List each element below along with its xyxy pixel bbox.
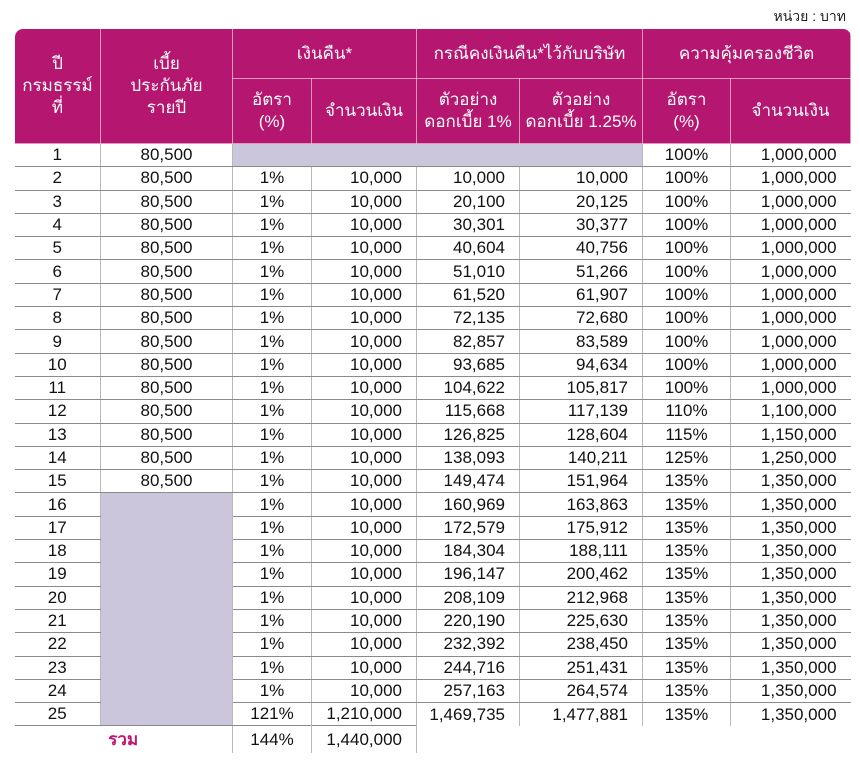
cell-deposit-125pct: 163,863: [520, 493, 643, 516]
cell-year: 12: [15, 400, 101, 423]
cell-deposit-1pct: 126,825: [417, 423, 520, 446]
cell-cashback-amount: 10,000: [312, 376, 417, 399]
cell-cashback-amount: 10,000: [312, 237, 417, 260]
cell-cashback-rate: 1%: [233, 493, 312, 516]
cell-deposit-1pct: 257,163: [417, 679, 520, 702]
cell-premium: 80,500: [101, 423, 233, 446]
cell-coverage-rate: 110%: [643, 400, 731, 423]
table-row: [15, 167, 851, 190]
cell-cashback-rate: 1%: [233, 353, 312, 376]
cell-coverage-rate: 100%: [643, 307, 731, 330]
cell-deposit-125pct: 188,111: [520, 540, 643, 563]
cell-cashback-amount: 10,000: [312, 470, 417, 493]
cell-year: 10: [15, 353, 101, 376]
cell-coverage-rate: 100%: [643, 237, 731, 260]
cell-deposit-125pct: 72,680: [520, 307, 643, 330]
cell-cashback-amount: 10,000: [312, 633, 417, 656]
cell-premium: 80,500: [101, 470, 233, 493]
table-row: [15, 376, 851, 399]
cell-coverage-amount: 1,350,000: [731, 493, 851, 516]
cell-cashback-amount: 10,000: [312, 260, 417, 283]
cell-coverage-amount: 1,350,000: [731, 609, 851, 632]
cell-cashback-amount: 10,000: [312, 493, 417, 516]
cell-deposit-1pct: 172,579: [417, 516, 520, 539]
cell-deposit-125pct: 30,377: [520, 213, 643, 236]
cell-coverage-amount: 1,000,000: [731, 260, 851, 283]
cell-deposit-125pct: 128,604: [520, 423, 643, 446]
cell-coverage-amount: 1,350,000: [731, 540, 851, 563]
table-row: [15, 446, 851, 469]
table-row: [15, 470, 851, 493]
cell-coverage-amount: 1,350,000: [760, 704, 837, 724]
cell-coverage-rate: 135%: [643, 540, 731, 563]
cell-coverage-amount: 1,000,000: [731, 190, 851, 213]
header-deposit-1pct: ตัวอย่าง ดอกเบี้ย 1%: [417, 79, 520, 144]
cell-cashback-amount: 10,000: [312, 190, 417, 213]
cell-cashback-amount: 10,000: [312, 656, 417, 679]
cell-coverage-amount: 1,350,000: [731, 470, 851, 493]
cell-year: 22: [15, 633, 101, 656]
cell-coverage-amount: 1,350,000: [731, 656, 851, 679]
total-row: [15, 726, 851, 754]
cell-year: 21: [15, 609, 101, 632]
cell-year: 16: [15, 493, 101, 516]
cell-coverage-rate: 100%: [643, 330, 731, 353]
cell-deposit-125pct: 1,477,881: [520, 703, 643, 726]
cell-deposit-1pct: 138,093: [417, 446, 520, 469]
cell-deposit-1pct: 196,147: [417, 563, 520, 586]
cell-coverage-rate: 100%: [643, 213, 731, 236]
cell-coverage-amount: 1,350,000: [731, 516, 851, 539]
cell-cashback-rate: 1%: [233, 609, 312, 632]
cell-deposit-125pct: 117,139: [520, 400, 643, 423]
cell-deposit-1pct: 220,190: [417, 609, 520, 632]
cell-year: 1: [15, 144, 101, 167]
cell-shaded-block: [233, 144, 643, 167]
cell-deposit-125pct: 175,912: [520, 516, 643, 539]
cell-cashback-rate: 1%: [233, 633, 312, 656]
cell-cashback-rate: 1%: [233, 516, 312, 539]
header-deposit-125pct: ตัวอย่าง ดอกเบี้ย 1.25%: [520, 79, 643, 144]
cell-deposit-1pct: 232,392: [417, 633, 520, 656]
cell-year: 4: [15, 213, 101, 236]
cell-year: 8: [15, 307, 101, 330]
cell-premium: 80,500: [101, 400, 233, 423]
cell-cashback-rate: 1%: [233, 260, 312, 283]
header-coverage: ความคุ้มครองชีวิต: [643, 29, 851, 79]
cell-premium: 80,500: [101, 353, 233, 376]
cell-coverage-amount: 1,000,000: [731, 237, 851, 260]
table-body: [15, 144, 851, 726]
table-row: [15, 353, 851, 376]
cell-coverage-amount: 1,000,000: [731, 144, 851, 167]
cell-year: 2: [15, 167, 101, 190]
cell-deposit-1pct: 30,301: [417, 213, 520, 236]
cell-cashback-rate: 1%: [233, 679, 312, 702]
cell-year: 23: [15, 656, 101, 679]
cell-deposit-1pct: 184,304: [417, 540, 520, 563]
table-row: [15, 423, 851, 446]
cell-cashback-amount: 10,000: [312, 330, 417, 353]
cell-deposit-125pct: 83,589: [520, 330, 643, 353]
total-cashback-amount: 1,440,000: [312, 726, 417, 754]
cell-coverage-amount: 1,000,000: [731, 213, 851, 236]
cell-year: 6: [15, 260, 101, 283]
cell-coverage-rate: 100%: [643, 144, 731, 167]
cell-cashback-rate: 1%: [233, 470, 312, 493]
cell-year: 20: [15, 586, 101, 609]
header-cashback-amount: จำนวนเงิน: [312, 79, 417, 144]
cell-premium: 80,500: [101, 144, 233, 167]
cell-cashback-rate: 1%: [233, 376, 312, 399]
cell-deposit-125pct: 20,125: [520, 190, 643, 213]
cell-cashback-rate: 1%: [233, 237, 312, 260]
cell-coverage-rate: 100%: [643, 283, 731, 306]
cell-year: 15: [15, 470, 101, 493]
cell-coverage-rate: 135%: [643, 493, 731, 516]
cell-deposit-1pct: 10,000: [417, 167, 520, 190]
cell-deposit-1pct: 244,716: [417, 656, 520, 679]
cell-deposit-1pct: 72,135: [417, 307, 520, 330]
cell-year: 7: [15, 283, 101, 306]
cell-cashback-rate: 1%: [233, 213, 312, 236]
total-blank: [417, 726, 851, 754]
cell-coverage-rate: 135%: [643, 679, 731, 702]
cell-cashback-rate: 1%: [233, 330, 312, 353]
cell-year: 18: [15, 540, 101, 563]
cell-deposit-125pct: 200,462: [520, 563, 643, 586]
cell-year: 14: [15, 446, 101, 469]
cell-cashback-amount: 10,000: [312, 353, 417, 376]
cell-coverage-amount: 1,100,000: [731, 400, 851, 423]
cell-premium-shaded: [101, 493, 233, 726]
cell-coverage-amount: 1,000,000: [731, 330, 851, 353]
cell-deposit-125pct: 251,431: [520, 656, 643, 679]
cell-coverage-amount: 1,250,000: [731, 446, 851, 469]
cell-coverage-rate: 135%: [643, 563, 731, 586]
cell-coverage-rate: 100%: [643, 167, 731, 190]
cell-cashback-amount: 10,000: [312, 540, 417, 563]
table-row: [15, 237, 851, 260]
cell-coverage-rate: 115%: [643, 423, 731, 446]
benefit-table: [14, 28, 851, 753]
cell-deposit-125pct: 61,907: [520, 283, 643, 306]
cell-year: 5: [15, 237, 101, 260]
cell-deposit-1pct: 20,100: [417, 190, 520, 213]
cell-cashback-rate: 1%: [233, 540, 312, 563]
cell-cashback-amount: 10,000: [312, 283, 417, 306]
cell-cashback-rate: 1%: [233, 190, 312, 213]
table-row: [15, 493, 851, 516]
cell-deposit-1pct: 149,474: [417, 470, 520, 493]
cell-cashback-amount: 10,000: [312, 446, 417, 469]
cell-deposit-1pct: 115,668: [417, 400, 520, 423]
cell-cashback-amount: 10,000: [312, 609, 417, 632]
cell-premium: 80,500: [101, 260, 233, 283]
table-row: [15, 190, 851, 213]
cell-cashback-amount: 10,000: [312, 586, 417, 609]
cell-cashback-amount: 10,000: [312, 167, 417, 190]
cell-deposit-1pct: 104,622: [417, 376, 520, 399]
cell-deposit-1pct: 82,857: [417, 330, 520, 353]
cell-cashback-amount: 10,000: [312, 563, 417, 586]
cell-coverage-rate: 135%: [643, 656, 731, 679]
cell-coverage-amount: 1,350,000: [731, 679, 851, 702]
header-deposit: กรณีคงเงินคืน*ไว้กับบริษัท: [417, 29, 643, 79]
cell-deposit-125pct: 140,211: [520, 446, 643, 469]
total-label: รวม: [15, 726, 233, 754]
cell-premium: 80,500: [101, 213, 233, 236]
cell-cashback-rate: 1%: [233, 446, 312, 469]
cell-coverage-rate: 100%: [643, 260, 731, 283]
header-annual-premium: เบี้ย ประกันภัย รายปี: [101, 29, 233, 144]
cell-coverage-amount: 1,000,000: [731, 283, 851, 306]
cell-year: 9: [15, 330, 101, 353]
cell-coverage-amount: 1,350,000: [731, 586, 851, 609]
cell-premium: 80,500: [101, 330, 233, 353]
cell-cashback-amount: 10,000: [312, 213, 417, 236]
table-row: [15, 400, 851, 423]
cell-deposit-125pct: 10,000: [520, 167, 643, 190]
unit-label: หน่วย : บาท: [773, 8, 846, 24]
cell-cashback-amount: 10,000: [312, 516, 417, 539]
cell-deposit-1pct: 208,109: [417, 586, 520, 609]
cell-coverage-rate: 135%: [643, 609, 731, 632]
cell-deposit-125pct: 94,634: [520, 353, 643, 376]
cell-coverage-rate: 100%: [643, 376, 731, 399]
cell-deposit-1pct: 51,010: [417, 260, 520, 283]
cell-cashback-amount: 10,000: [312, 400, 417, 423]
cell-deposit-1pct: 61,520: [417, 283, 520, 306]
cell-coverage-amount: 1,000,000: [731, 376, 851, 399]
cell-coverage-rate: 135%: [643, 633, 731, 656]
cell-deposit-1pct: 93,685: [417, 353, 520, 376]
cell-cashback-amount: 10,000: [312, 307, 417, 330]
total-cashback-rate: 144%: [233, 726, 312, 754]
table-row: [15, 213, 851, 236]
header-cashback-rate: อัตรา (%): [233, 79, 312, 144]
cell-cashback-rate: 1%: [233, 400, 312, 423]
cell-cashback-rate: 121%: [233, 703, 312, 726]
cell-deposit-125pct: 264,574: [520, 679, 643, 702]
header-coverage-amount: จำนวนเงิน: [731, 79, 851, 144]
cell-coverage-rate: 135%: [643, 703, 731, 726]
cell-coverage-rate: 100%: [643, 353, 731, 376]
table-row: [15, 307, 851, 330]
cell-deposit-1pct: 40,604: [417, 237, 520, 260]
cell-coverage-rate: 135%: [643, 516, 731, 539]
cell-year: 13: [15, 423, 101, 446]
cell-coverage-amount: 1,150,000: [731, 423, 851, 446]
cell-cashback-rate: 1%: [233, 563, 312, 586]
cell-cashback-rate: 1%: [233, 307, 312, 330]
cell-coverage-amount: 1,000,000: [731, 353, 851, 376]
cell-coverage-amount: 1,000,000: [731, 167, 851, 190]
table-row: [15, 330, 851, 353]
table-row: [15, 260, 851, 283]
cell-deposit-1pct: 160,969: [417, 493, 520, 516]
cell-premium: 80,500: [101, 167, 233, 190]
cell-coverage-rate: 100%: [643, 190, 731, 213]
cell-cashback-rate: 1%: [233, 423, 312, 446]
cell-deposit-125pct: 238,450: [520, 633, 643, 656]
cell-cashback-amount: 10,000: [312, 679, 417, 702]
cell-year: 24: [15, 679, 101, 702]
cell-deposit-125pct: 225,630: [520, 609, 643, 632]
cell-year: 11: [15, 376, 101, 399]
cell-coverage-rate: 135%: [643, 470, 731, 493]
cell-premium: 80,500: [101, 307, 233, 330]
cell-deposit-125pct: 105,817: [520, 376, 643, 399]
cell-cashback-rate: 1%: [233, 283, 312, 306]
header-coverage-rate: อัตรา (%): [643, 79, 731, 144]
cell-cashback-amount: 1,210,000: [312, 703, 417, 726]
cell-premium: 80,500: [101, 190, 233, 213]
cell-premium: 80,500: [101, 446, 233, 469]
cell-cashback-rate: 1%: [233, 586, 312, 609]
cell-premium: 80,500: [101, 237, 233, 260]
cell-coverage-rate: 125%: [643, 446, 731, 469]
header-cashback: เงินคืน*: [233, 29, 417, 79]
cell-deposit-125pct: 40,756: [520, 237, 643, 260]
cell-cashback-amount: 10,000: [312, 423, 417, 446]
cell-deposit-125pct: 151,964: [520, 470, 643, 493]
cell-cashback-rate: 1%: [233, 167, 312, 190]
cell-year: 3: [15, 190, 101, 213]
cell-deposit-1pct: 1,469,735: [417, 703, 520, 726]
cell-premium: 80,500: [101, 283, 233, 306]
cell-deposit-125pct: 51,266: [520, 260, 643, 283]
cell-coverage-rate: 135%: [643, 586, 731, 609]
cell-coverage-amount: 1,350,000: [731, 633, 851, 656]
cell-year: 19: [15, 563, 101, 586]
cell-cashback-rate: 1%: [233, 656, 312, 679]
cell-premium: 80,500: [101, 376, 233, 399]
cell-coverage-amount: 1,350,000: [731, 563, 851, 586]
header-policy-year: ปี กรมธรรม์ ที่: [15, 29, 101, 144]
cell-deposit-125pct: 212,968: [520, 586, 643, 609]
table-row: [15, 144, 851, 167]
cell-year: 25: [15, 703, 101, 726]
cell-coverage-amount: 1,000,000: [731, 307, 851, 330]
table-row: [15, 283, 851, 306]
cell-year: 17: [15, 516, 101, 539]
